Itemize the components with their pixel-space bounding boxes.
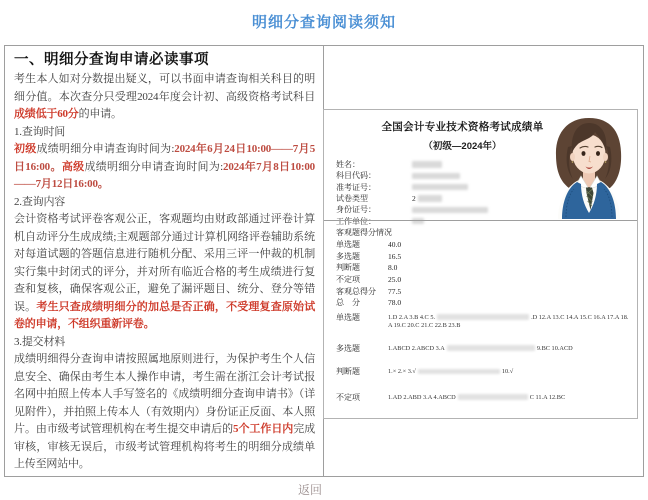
answer-suffix: 10.√ [501,368,514,376]
answer-row-indeterminate [336,394,631,403]
certificate-title: 全国会计专业技术资格考试成绩单 [381,121,544,133]
subheading-query-time: 1.查询时间 [14,125,66,138]
materials-text: 成绩明细得分查询申请按照属地原则进行，为保护考生个人信息安全、确保由考生本人操作申请，考生需在浙江会计考试报名网中拍照上传本人手写签名的《成绩明细分查询申请书》（详见附件），并拍照上传本人（有效期内）身份证正反面、本人照片。由市级考试管理机构在考生提交申请后的 [14,353,315,435]
certificate-subtitle: （初级—2024年） [423,141,502,152]
redacted-value [412,207,488,214]
query-content-emphasis: 考生只查成绩明细分的加总是否正确，不受理复查原始试卷的申请，不组织重新评卷。 [14,300,315,330]
senior-date-range: 2024年7月8日10:00——7月12日16:00。 [14,160,315,190]
field-label: 姓名： [336,160,360,170]
answer-suffix: 9.BC 10.ACD [536,344,573,352]
five-workdays-emphasis: 5个工作日内 [233,423,294,435]
answer-row-judgement [336,368,631,377]
score-value: 77.5 [388,286,402,296]
answer-suffix: C 11.A 12.BC [529,393,566,401]
notice-table [4,45,644,477]
materials-text-end: 完成审核，审核无误后，市级考试管理机构将考生的明细分成绩单上传至网站中。 [14,423,316,470]
field-label: 准考证号： [336,182,376,192]
paragraph-query-content [14,211,315,334]
score-label: 多选题 [336,251,360,261]
junior-level-emphasis: 初级 [14,143,37,155]
redacted-value [412,161,442,168]
redacted-value [412,218,424,225]
certificate-score-table [336,227,631,402]
subheading-query-content: 2.查询内容 [14,195,66,208]
subheading-materials: 3.提交材料 [14,335,66,348]
redacted-answers [418,369,500,375]
score-label: 不定项 [336,275,360,285]
paragraph-query-time [14,141,315,194]
score-row-indeterminate [336,274,631,286]
intro-text-end: 的申请。 [78,108,122,120]
query-time-text: 成绩明细分申请查询时间为: [36,143,175,155]
redacted-value [412,173,460,180]
answer-row-single [336,314,631,331]
paragraph-materials [14,351,315,474]
redacted-value [412,184,468,191]
senior-level-emphasis: 高级 [61,160,85,173]
back-link[interactable]: 返回 [297,483,322,497]
score-label: 判断题 [336,263,360,273]
score-label: 客观总得分 [336,286,376,296]
score-row-multi [336,251,631,263]
certificate-divider [324,220,637,221]
score-row-objective-total [336,285,631,297]
answer-prefix: 1.× 2.× 3.√ [388,368,416,376]
query-time-text-2: 成绩明细分申请查询时间为: [84,160,224,173]
score-row-total [336,297,631,309]
score-value: 25.0 [388,275,402,285]
certificate-cell [324,46,643,476]
paper-type-value: 2 [412,194,416,204]
answer-label: 判断题 [336,367,360,377]
notice-heading: 一、明细分查询申请必读事项 [14,52,209,68]
score-label: 单选题 [336,240,360,250]
answer-label: 不定项 [336,392,360,402]
answer-label: 单选题 [336,312,360,322]
objective-score-header: 客观题得分情况 [336,228,392,237]
junior-date-range: 2024年6月24日10:00——7月5日16:00。 [14,143,315,173]
intro-text: 考生本人如对分数提出疑义，可以书面申请查询相关科目的明细分值。本次查分只受理2024年度会计初、高级资格考试科目 [14,73,315,103]
score-row-judgement [336,262,631,274]
notice-text-cell [5,46,324,476]
field-label: 试卷类型 [336,194,368,204]
page-title: 明细分查询阅读须知 [251,14,396,31]
answer-label: 多选题 [336,343,360,353]
answer-row-multi [336,345,631,354]
score-value: 16.5 [388,251,402,261]
score-certificate [323,109,638,419]
paragraph-intro [14,71,315,124]
field-label: 科目代码： [336,171,376,181]
redacted-answers [447,345,535,351]
answer-suffix: .D 12.A 13.C 14.A 15.C 16.A 17.A 18.A 19.C 20.C 21.C 22.B 23.B [388,313,629,330]
redacted-answers [458,394,528,400]
female-portrait-illustration [543,113,635,219]
score-value: 8.0 [388,263,398,273]
answer-prefix: 1.D 2.A 3.B 4.C 5. [388,313,436,321]
score-below-60-emphasis: 成绩低于60分 [14,108,79,120]
score-row-single [336,239,631,251]
field-label: 工作单位： [336,216,376,226]
score-label: 总 分 [336,298,360,308]
redacted-value [418,195,442,202]
answer-prefix: 1.ABCD 2.ABCD 3.A [388,344,445,352]
answer-prefix: 1.AD 2.ABD 3.A 4.ABCD [388,393,456,401]
query-content-text: 会计资格考试评卷客观公正，客观题均由财政部通过评卷计算机自动评分生成成绩;主观题部分通过计算机网络评卷辅助系统对每道试题的答题信息进行随机分配、采用三评一仲裁的机制实行集中封闭式的评分，并对所有临近合格的考生成绩进行复查和复核，确保客观公正，避免了漏评题目、统分、登分等错误。 [14,213,315,313]
field-label: 身份证号： [336,205,376,215]
score-value: 78.0 [388,298,402,308]
redacted-answers [437,314,529,320]
score-value: 40.0 [388,240,402,250]
